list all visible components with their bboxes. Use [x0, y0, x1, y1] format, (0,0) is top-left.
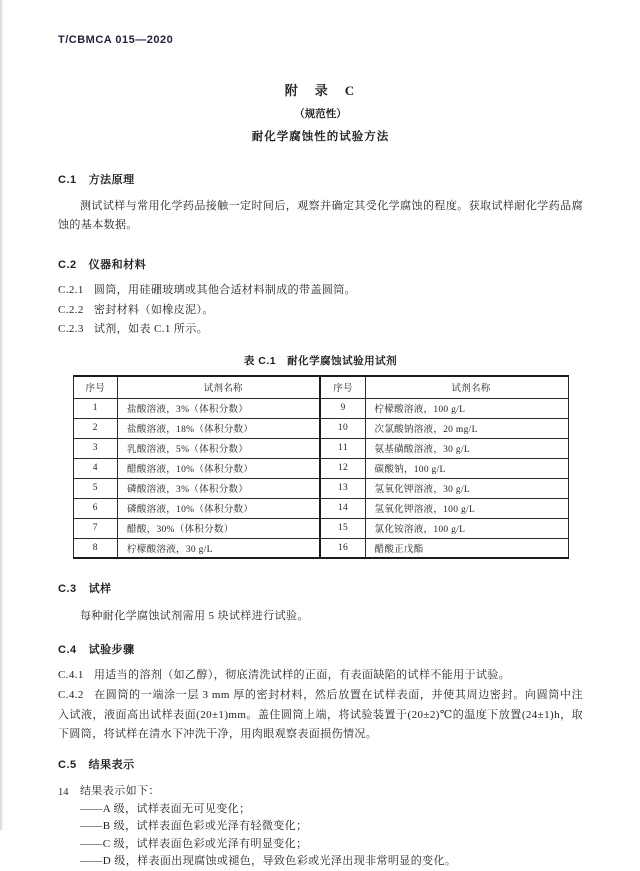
section-title: 仪器和材料 — [88, 259, 147, 271]
cell-index: 8 — [73, 538, 118, 558]
results-list — [58, 801, 583, 871]
clause-text: 在圆筒的一端涂一层 3 mm 厚的密封材料，然后放置在试样表面，并使其周边密封。向圆筒中注入试液，液面高出试样表面(20±1)mm。盖住圆筒上端，将试验装置于(20±2)℃的温度下放置(24±1)h，取下圆筒，将试样在清水下冲洗干净，用肉眼观察表面损伤情况。 — [58, 689, 583, 740]
appendix-title: 耐化学腐蚀性的试验方法 — [251, 131, 390, 143]
table-row — [73, 458, 568, 478]
clause-number: C.2.3 — [58, 323, 84, 335]
cell-index: 7 — [73, 518, 118, 538]
table-row — [73, 498, 568, 518]
cell-reagent: 碳酸钠，100 g/L — [365, 458, 568, 478]
page-number: 14 — [58, 787, 69, 798]
result-line-d: ——D 级，样表面出现腐蚀或褪色，导致色彩或光泽出现非常明显的变化。 — [80, 855, 457, 867]
cell-reagent: 乳酸溶液，5%（体积分数） — [118, 438, 321, 458]
cell-reagent: 柠檬酸溶液，100 g/L — [365, 398, 568, 418]
table-header-cell: 试剂名称 — [365, 376, 568, 398]
cell-index: 16 — [320, 538, 365, 558]
table-caption: 表 C.1 耐化学腐蚀试验用试剂 — [243, 355, 398, 367]
clause-item — [58, 321, 583, 338]
cell-reagent: 盐酸溶液，18%（体积分数） — [118, 418, 321, 438]
section-title: 试样 — [88, 583, 112, 595]
clause-text: 用适当的溶剂（如乙醇），彻底清洗试样的正面，有表面缺陷的试样不能用于试验。 — [93, 669, 511, 681]
section-c3-heading — [58, 580, 583, 596]
section-c1-paragraph: 测试试样与常用化学药品接触一定时间后，观察并确定其受化学腐蚀的程度。获取试样耐化学药品腐蚀的基本数据。 — [58, 200, 583, 231]
cell-index: 4 — [73, 458, 118, 478]
section-c4-heading — [58, 641, 583, 657]
section-title: 试验步骤 — [88, 644, 135, 656]
cell-index: 12 — [320, 458, 365, 478]
cell-reagent: 氢氧化钾溶液，100 g/L — [365, 498, 568, 518]
clause-item — [58, 667, 583, 684]
table-header-cell: 序号 — [320, 376, 365, 398]
result-line-c: ——C 级，试样表面色彩或光泽有明显变化； — [80, 837, 308, 850]
appendix-label: 附 录 C — [284, 83, 357, 98]
section-c4-items — [58, 667, 583, 745]
section-title: 方法原理 — [88, 174, 135, 186]
section-number: C.5 — [58, 758, 77, 771]
cell-reagent: 醋酸，30%（体积分数） — [118, 518, 321, 538]
standard-code: T/CBMCA 015—2020 — [58, 34, 174, 46]
cell-index: 15 — [320, 518, 365, 538]
cell-reagent: 氨基磺酸溶液，30 g/L — [365, 438, 568, 458]
reagent-table — [73, 375, 569, 559]
clause-number: C.2.1 — [58, 284, 84, 296]
section-c2-heading — [58, 256, 583, 272]
cell-index: 1 — [73, 398, 118, 418]
table-row — [73, 398, 568, 418]
appendix-normative: （规范性） — [294, 109, 347, 120]
section-number: C.3 — [58, 583, 77, 595]
clause-number: C.2.2 — [58, 303, 84, 316]
cell-index: 10 — [320, 418, 365, 438]
section-number: C.1 — [58, 174, 77, 186]
cell-reagent: 醋酸正戊酯 — [365, 538, 568, 558]
table-row — [73, 418, 568, 438]
clause-number: C.4.2 — [58, 689, 84, 701]
cell-reagent: 氢氧化钾溶液，30 g/L — [365, 478, 568, 498]
cell-index: 3 — [73, 438, 118, 458]
result-line-a: ——A 级，试样表面无可见变化； — [80, 802, 251, 815]
cell-reagent: 氯化铵溶液，100 g/L — [365, 518, 568, 538]
clause-text: 试剂，如表 C.1 所示。 — [93, 323, 209, 335]
cell-index: 13 — [320, 478, 365, 498]
clause-item — [58, 686, 583, 745]
cell-reagent: 柠檬酸溶液，30 g/L — [118, 538, 321, 558]
cell-index: 2 — [73, 418, 118, 438]
section-c1-heading — [58, 171, 583, 187]
cell-reagent: 醋酸溶液，10%（体积分数） — [118, 458, 321, 478]
result-line-b: ——B 级，试样表面色彩或光泽有轻微变化； — [80, 820, 308, 832]
cell-index: 14 — [320, 498, 365, 518]
cell-reagent: 盐酸溶液，3%（体积分数） — [118, 398, 321, 418]
clause-number: C.4.1 — [58, 669, 84, 681]
table-header-cell: 试剂名称 — [118, 376, 321, 398]
table-header-row — [73, 376, 568, 398]
cell-index: 9 — [320, 398, 365, 418]
section-c2-items — [58, 282, 583, 338]
section-c5-heading — [58, 756, 583, 772]
section-title: 结果表示 — [88, 758, 135, 771]
clause-item — [58, 282, 583, 299]
clause-text: 圆筒，用硅硼玻璃或其他合适材料制成的带盖圆筒。 — [93, 284, 357, 296]
section-number: C.4 — [58, 644, 77, 656]
cell-reagent: 磷酸溶液，10%（体积分数） — [118, 498, 321, 518]
section-c3-paragraph: 每种耐化学腐蚀试剂需用 5 块试样进行试验。 — [80, 610, 309, 622]
table-row — [73, 538, 568, 558]
appendix-heading-block — [58, 80, 583, 144]
cell-index: 11 — [320, 438, 365, 458]
table-header-cell: 序号 — [73, 376, 118, 398]
clause-item — [58, 302, 583, 319]
cell-index: 6 — [73, 498, 118, 518]
cell-reagent: 次氯酸钠溶液，20 mg/L — [365, 418, 568, 438]
cell-reagent: 磷酸溶液，3%（体积分数） — [118, 478, 321, 498]
table-row — [73, 438, 568, 458]
table-row — [73, 478, 568, 498]
table-row — [73, 518, 568, 538]
results-intro: 结果表示如下： — [80, 784, 160, 797]
section-number: C.2 — [58, 259, 77, 271]
cell-index: 5 — [73, 478, 118, 498]
clause-text: 密封材料（如橡皮泥）。 — [93, 303, 214, 316]
